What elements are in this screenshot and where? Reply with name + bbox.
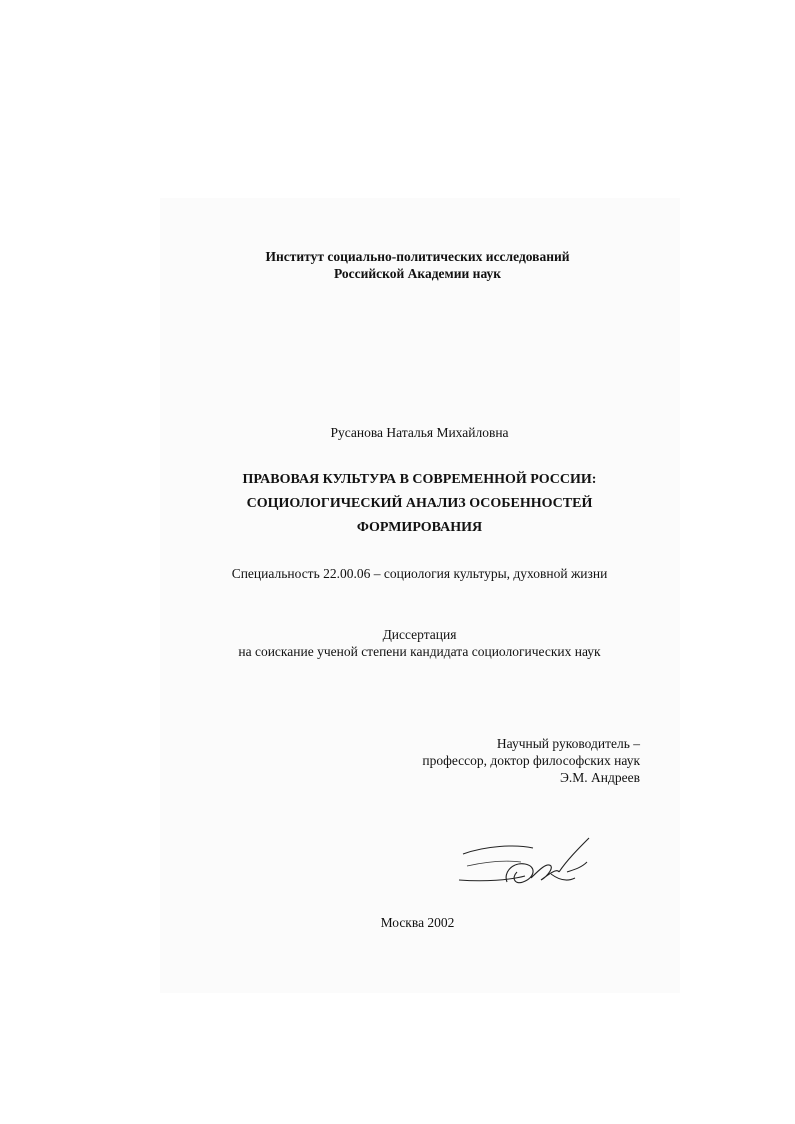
supervisor-line-3: Э.М. Андреев [560, 770, 640, 785]
institute-line-2: Российской Академии наук [333, 266, 502, 281]
handwritten-signature [455, 832, 605, 892]
dissertation-title [22, 468, 795, 540]
institute-header [20, 248, 795, 282]
author-name: Русанова Наталья Михайловна [330, 425, 509, 440]
supervisor-line-2: профессор, доктор философских наук [422, 753, 640, 768]
title-line-3: ФОРМИРОВАНИЯ [356, 520, 483, 535]
specialty-line: Специальность 22.00.06 – социология культуры, духовной жизни [231, 566, 608, 581]
dissertation-line-1: Диссертация [382, 627, 457, 642]
city-and-year: Москва 2002 [380, 915, 455, 930]
supervisor-block [380, 735, 640, 786]
dissertation-line-2: на соискание ученой степени кандидата социологических наук [238, 644, 601, 659]
institute-line-1: Институт социально-политических исследований [265, 249, 570, 264]
title-line-1: ПРАВОВАЯ КУЛЬТУРА В СОВРЕМЕННОЙ РОССИИ: [242, 472, 597, 487]
supervisor-line-1: Научный руководитель – [496, 736, 640, 751]
dissertation-type [22, 626, 795, 660]
title-line-2: СОЦИОЛОГИЧЕСКИЙ АНАЛИЗ ОСОБЕННОСТЕЙ [246, 496, 593, 511]
